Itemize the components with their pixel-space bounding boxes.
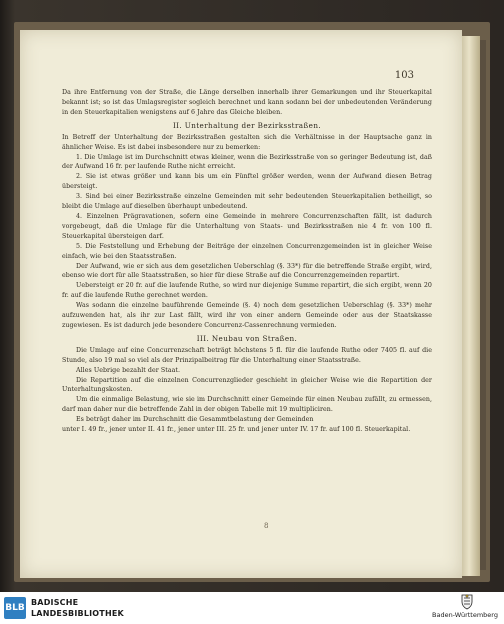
paragraph: 4. Einzelnen Prägravationen, sofern eine Gemeinde in mehrere Concurrenzschaften fällt, ist dadurch vorgebeugt, daß die Umlage für die Unterhaltung von Staats- und Bezirksstraßen nie 4 fr. von 100 fl. Steuerkapital übersteigen darf. <box>62 212 432 240</box>
paragraph: Um die einmalige Belastung, wie sie im Durchschnitt einer Gemeinde für einen Neubau zufällt, zu ermessen, darf man daher nur die betreffende Zahl in der obigen Tabelle mit 19 multipliciren. <box>62 396 432 414</box>
page-text <box>62 88 432 435</box>
paragraph: 2. Sie ist etwas größer und kann bis um ein Fünftel größer werden, wenn der Aufwand diesen Betrag übersteigt. <box>62 173 432 191</box>
paragraph: Da ihre Entfernung von der Straße, die Länge derselben innerhalb ihrer Gemarkungen und ihr Steuerkapital bekannt ist; so ist das Umlagsregister sogleich berechnet und kann sodann bei der unbedeutenden Veränderung in den Steuerkapitalien wenigstens auf 6 Jahre das Gleiche bleiben. <box>62 89 432 116</box>
paragraph: 5. Die Feststellung und Erhebung der Beiträge der einzelnen Concurrenzgemeinden ist in gleicher Weise einfach, wie bei den Staatsstraßen. <box>62 242 432 260</box>
paragraph: Alles Uebrige bezahlt der Staat. <box>76 366 181 374</box>
paragraph: unter I. 49 fr., jener unter II. 41 fr., jener unter III. 25 fr. und jener unter IV. 17 fr. auf 100 fl. Steuerkapital. <box>62 426 411 434</box>
library-name-line2: LANDESBIBLIOTHEK <box>31 609 124 618</box>
paragraph: Der Aufwand, wie er sich aus dem gesetzlichen Ueberschlag (§. 33*) für die betreffende Straße ergibt, wird, ebenso wie dort für alle Staatsstraßen, so hier für diese Straße auf die Concurrenzgemeinden repartirt. <box>62 262 432 280</box>
paragraph: 3. Sind bei einer Bezirksstraße einzelne Gemeinden mit sehr bedeutenden Steuerkapitalien betheiligt, so bleibt die Umlage auf dieselben überhaupt unbedeutend. <box>62 193 432 211</box>
paragraph: Was sodann die einzelne bauführende Gemeinde (§. 4) noch dem gesetzlichen Ueberschlag (§. 33*) mehr aufzuwenden hat, als ihr zur Last fällt, wird ihr von einer andern Gemeinde oder aus der Staatskasse zugewiesen. Es ist dadurch jede besondere Concurrenz-Cassenrechnung vermieden. <box>62 302 432 329</box>
paragraph: Die Repartition auf die einzelnen Concurrenzglieder geschieht in gleicher Weise wie die Repartition der Unterhaltungskosten. <box>62 376 432 394</box>
paragraph: Uebersteigt er 20 fr. auf die laufende Ruthe, so wird nur diejenige Summe repartirt, die sich ergibt, wenn 20 fr. auf die laufende Ruthe gerechnet werden. <box>62 282 432 300</box>
book-page <box>20 30 462 578</box>
paragraph: Die Umlage auf eine Concurrenzschaft beträgt höchstens 5 fl. für die laufende Ruthe oder 7405 fl. auf die Stunde, also 19 mal so viel als der Prinzipalbeitrag für die Unterhaltung einer Staatsstraße. <box>62 346 432 364</box>
coat-of-arms-icon <box>460 594 474 610</box>
paragraph: 1. Die Umlage ist im Durchschnitt etwas kleiner, wenn die Bezirksstraße von so geringer Bedeutung ist, daß der Aufwand 16 fr. per laufende Ruthe nicht erreicht. <box>62 153 432 171</box>
paragraph: Es beträgt daher im Durchschnitt die Gesammtbelastung der Gemeinden <box>76 416 314 424</box>
library-name[interactable] <box>31 597 124 619</box>
library-name-line1: BADISCHE <box>31 598 79 607</box>
book-cover-edge <box>480 40 486 570</box>
bottom-mark: 8 <box>264 522 269 530</box>
paragraph: In Betreff der Unterhaltung der Bezirksstraßen gestalten sich die Verhältnisse in der Hauptsache ganz in ähnlicher Weise. Es ist dabei insbesondere nur zu bemerken: <box>62 133 432 151</box>
region-label: Baden-Württemberg <box>432 611 498 619</box>
page-stack-edge <box>462 36 480 576</box>
blb-logo[interactable]: BLB <box>4 597 26 619</box>
page-number: 103 <box>394 70 414 81</box>
section-heading: III. Neubau von Straßen. <box>196 333 298 343</box>
section-heading: II. Unterhaltung der Bezirksstraßen. <box>172 120 322 130</box>
footer-bar <box>0 592 504 624</box>
